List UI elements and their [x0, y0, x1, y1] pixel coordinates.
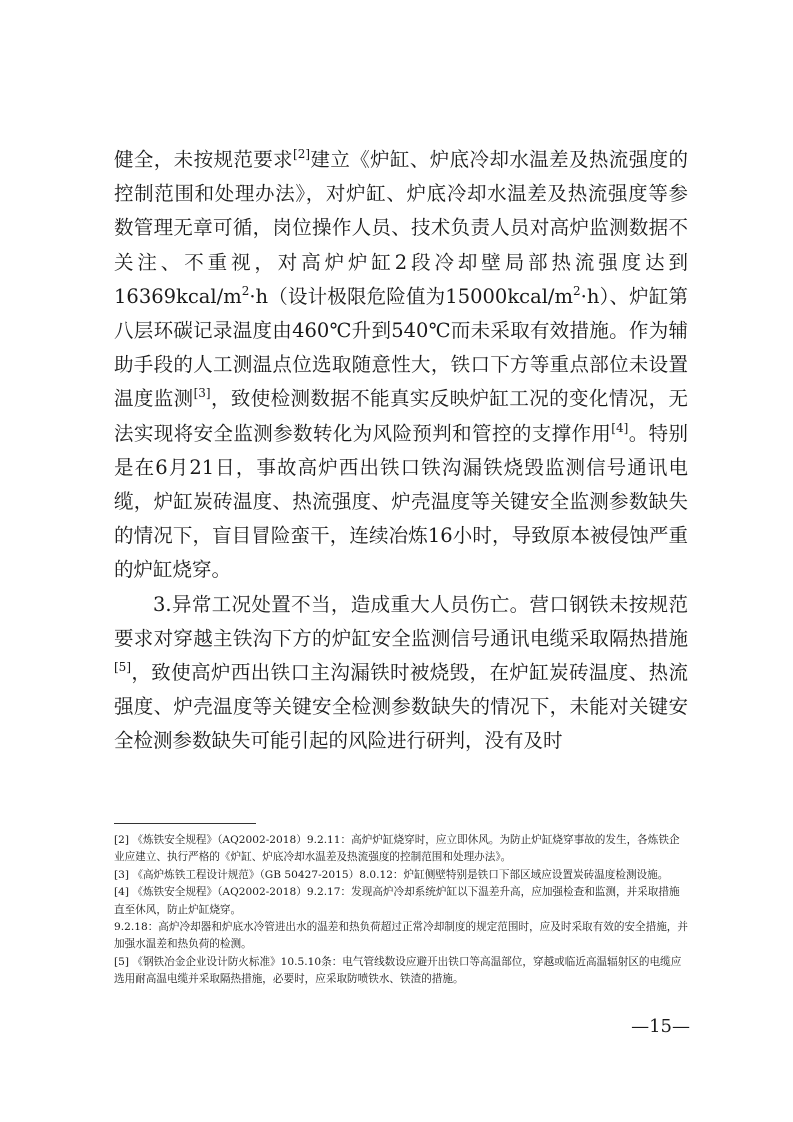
footnote-ref-5: [5]: [114, 660, 131, 675]
body-text: [114, 143, 688, 759]
footnote-5: [5] 《钢铁冶金企业设计防火标准》10.5.10条：电气管线数设应避开出铁口等高温部位，穿越或临近高温辐射区的电缆应选用耐高温电缆并采取隔热措施，必要时，应采取防喷铁水、铁渣的措施。: [114, 955, 682, 986]
text-run: ，致使高炉西出铁口主沟漏铁时被烧毁，在炉缸炭砖温度、热流强度、炉壳温度等关键安全检测参数缺失的情况下，未能对关键安全检测参数缺失可能引起的风险进行研判，没有及时: [114, 661, 688, 753]
text-run: ·h（设计极限危险值为15000kcal/m: [249, 284, 573, 308]
superscript-exponent: 2: [573, 283, 581, 298]
text-run: ·h）、炉缸第八层环碳记录温度由460℃升到540℃而未采取有效措施。作为辅助手段的人工测温点位选取随意性大，铁口下方等重点部位未设置温度监测: [114, 284, 688, 411]
footnote-ref-2: [2]: [293, 147, 311, 161]
text-run: 。特别是在6月21日，事故高炉西出铁口铁沟漏铁烧毁监测信号通讯电缆，炉缸炭砖温度、热流强度、炉壳温度等关键安全监测参数缺失的情况下，盲目冒险蛮干，连续冶炼16小时，导致原本被侵蚀严重的炉缸烧穿。: [114, 421, 688, 582]
footnote-divider: [114, 823, 256, 824]
footnote-4-continued: 9.2.18：高炉冷却器和炉底水冷管进出水的温差和热负荷超过正常冷却制度的规定范围时，应及时采取有效的安全措施，并加强水温差和热负荷的检测。: [114, 921, 688, 951]
text-run: 建立《炉缸、炉底冷却水温差及热流强度的控制范围和处理办法》，对炉缸、炉底冷却水温差及热流强度等参数管理无章可循，岗位操作人员、技术负责人员对高炉监测数据不关注、不重视，对高炉炉缸2段冷却壁局部热流强度达到16369kcal/m: [114, 148, 688, 308]
footnotes: [114, 832, 688, 989]
footnote-ref-3: [3]: [193, 386, 211, 401]
footnote-ref-4: [4]: [611, 420, 629, 435]
footnote-3: [3] 《高炉炼铁工程设计规范》（GB 50427-2015）8.0.12：炉缸侧壁特别是铁口下部区域应设置炭砖温度检测设施。: [114, 868, 669, 881]
page-number: —15—: [631, 1016, 690, 1037]
superscript-exponent: 2: [241, 283, 250, 298]
text-run: 健全，未按规范要求: [114, 148, 294, 171]
text-run: 3.异常工况处置不当，造成重大人员伤亡。营口钢铁未按规范要求对穿越主铁沟下方的炉缸安全监测信号通讯电缆采取隔热措施: [114, 592, 688, 650]
text-run: ，致使检测数据不能真实反映炉缸工况的变化情况，无法实现将安全监测参数转化为风险预判和管控的支撑作用: [114, 387, 688, 445]
footnote-2: [2] 《炼铁安全规程》（AQ2002-2018）9.2.11：高炉炉缸烧穿时，应立即休风。为防止炉缸烧穿事故的发生，各炼铁企业应建立、执行严格的《炉缸、炉底冷却水温差及热流强度的控制范围和处理办法》。: [114, 834, 680, 864]
footnote-4: [4] 《炼铁安全规程》（AQ2002-2018）9.2.17：发现高炉冷却系统炉缸以下温差升高，应加强检查和监测，并采取措施直至休风，防止炉缸烧穿。: [114, 886, 680, 916]
paragraph-2: [114, 588, 688, 759]
paragraph-1: [114, 143, 688, 588]
